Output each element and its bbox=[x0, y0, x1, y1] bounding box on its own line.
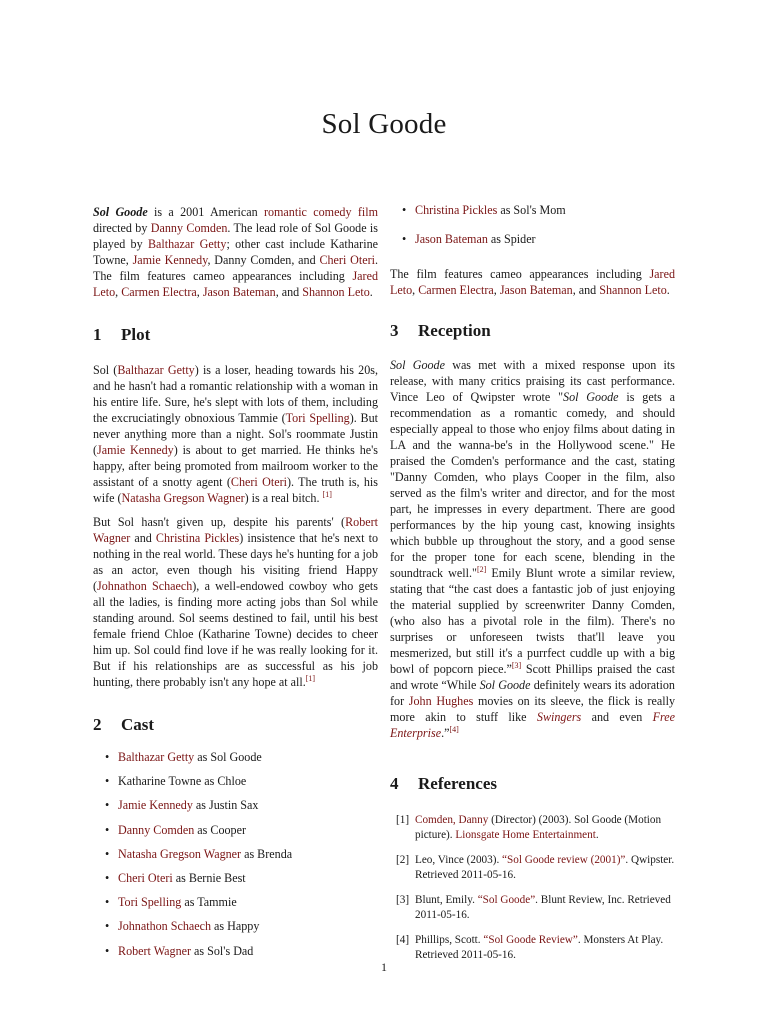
reception-text: and even bbox=[581, 710, 653, 725]
intro-text: . The lead role of Sol Goode is played by bbox=[93, 221, 379, 251]
link-carmen-electra[interactable]: Carmen Electra bbox=[121, 285, 197, 299]
plot-text: ) insistence that he's next to nothing in the real world. These days he's hunting for a job as an actor, even though his visiting friend Happy ( bbox=[93, 531, 379, 593]
citation-link[interactable]: [1] bbox=[322, 489, 332, 499]
link-john-hughes[interactable]: John Hughes bbox=[408, 694, 474, 709]
list-item bbox=[93, 797, 378, 821]
reference-link[interactable]: “Sol Goode Review” bbox=[483, 934, 578, 947]
right-column bbox=[390, 204, 675, 973]
list-item bbox=[390, 231, 675, 255]
list-item bbox=[93, 870, 378, 894]
intro-text: , bbox=[115, 285, 122, 299]
cast-role: as Tammie bbox=[181, 895, 237, 910]
link-jared-leto[interactable]: Jared Leto bbox=[390, 267, 675, 298]
link-jamie-kennedy[interactable]: Jamie Kennedy bbox=[97, 443, 174, 457]
cast-list bbox=[93, 749, 378, 967]
link-jason-bateman[interactable]: Jason Bateman bbox=[202, 285, 276, 299]
film-title-em: Sol Goode bbox=[93, 205, 148, 219]
link-balthazar-getty[interactable]: Balthazar Getty bbox=[117, 363, 195, 377]
link-danny-comden[interactable]: Danny Comden bbox=[150, 221, 228, 235]
cameo-text: , bbox=[493, 283, 500, 298]
reference-item bbox=[390, 933, 675, 962]
cast-actor-link[interactable]: Cheri Oteri bbox=[118, 870, 173, 885]
cameo-text: , and bbox=[572, 283, 600, 298]
cameo-paragraph bbox=[390, 266, 675, 298]
plot-text: ) is about to get married. He thinks he's happy, after being promoted from mailroom worker to the assistant of a snotty agent ( bbox=[93, 443, 378, 489]
reception-text: is gets a recommendation as a romantic comedy, and should especially appeal to those who enjoy films about dating in LA and the wanna-be's in the Hollywood scene." He praised the Comden's performance and the cast, stating "Danny Comden, who plays Cooper in the film, also served as the film's writer and director, and for the most part, he impresses in every department. There are good performances by the hip young cast, knowing insights which bubble up throughout the story, and a good sense for the proper tone for each scene, blending in the soundtrack well." bbox=[390, 390, 675, 581]
reference-text: (Director) (2003). Sol Goode (Motion picture). bbox=[415, 814, 662, 841]
link-danny-comden[interactable]: Comden, Danny bbox=[415, 814, 489, 827]
plot-text: ). But never anything more than a night. Sol's roommate Justin ( bbox=[93, 411, 378, 457]
film-title-em: Sol Goode bbox=[479, 678, 531, 693]
plot-text: Sol ( bbox=[93, 363, 118, 377]
reception-text: movies on its sleeve, the flick is really more akin to stuff like bbox=[390, 694, 675, 725]
intro-text: . bbox=[369, 285, 373, 299]
cast-actor-link[interactable]: Jason Bateman bbox=[415, 232, 488, 246]
reference-number: [2] bbox=[396, 854, 410, 867]
intro-paragraph bbox=[93, 204, 378, 300]
link-balthazar-getty[interactable]: Balthazar Getty bbox=[147, 237, 227, 251]
reception-text: .” bbox=[441, 726, 450, 741]
cast-role: as Brenda bbox=[241, 846, 293, 861]
link-natasha-gregson-wagner[interactable]: Natasha Gregson Wagner bbox=[121, 491, 245, 505]
reception-text: Emily Blunt wrote a similar review, stating that “the cast does a fantastic job of just enjoying the material supplied by screenwriter Danny Comden, (who also has a pivotal role in the film). There's no surprises or unforeseen twists that'll leave you mesmerized, but still it's a purrfect cuddle up with a big bowl of popcorn piece.” bbox=[390, 566, 675, 677]
section-title: Plot bbox=[121, 325, 151, 344]
page-number: 1 bbox=[381, 960, 387, 974]
cast-role: as Happy bbox=[211, 919, 260, 934]
cast-role: as Cooper bbox=[194, 822, 246, 837]
section-title: Cast bbox=[121, 715, 155, 734]
section-heading-cast bbox=[93, 717, 378, 733]
link-robert-wagner[interactable]: Robert Wagner bbox=[93, 515, 378, 545]
cast-role: as Justin Sax bbox=[192, 798, 259, 813]
reference-text: . Blunt Review, Inc. Retrieved 2011-05-16. bbox=[415, 894, 671, 921]
section-number: 2 bbox=[93, 715, 102, 734]
list-item bbox=[390, 202, 675, 231]
references-list bbox=[390, 813, 675, 962]
link-shannon-leto[interactable]: Shannon Leto bbox=[302, 285, 370, 299]
cast-actor-link[interactable]: Balthazar Getty bbox=[118, 750, 195, 764]
plot-text: But Sol hasn't given up, despite his parents' ( bbox=[93, 515, 346, 529]
cast-actor-link[interactable]: Robert Wagner bbox=[118, 943, 192, 958]
link-cheri-oteri[interactable]: Cheri Oteri bbox=[319, 253, 375, 267]
plot-text: ), a well-endowed cowboy who gets all the ladies, is finding more acting jobs than Sol while standing around. Sol seems destined to fail, until his best female friend Chloe (Katharine Towne) decides to cheer him up. Sol could find love if he was really looking for it. But if his relationships are as successful as his job hunting, there probably isn't any hope at all. bbox=[93, 579, 379, 689]
cast-actor-link[interactable]: Jamie Kennedy bbox=[118, 798, 193, 813]
reference-text: . bbox=[595, 828, 599, 841]
link-jared-leto[interactable]: Jared Leto bbox=[93, 269, 378, 299]
list-item bbox=[93, 846, 378, 870]
cast-role: as Sol Goode bbox=[194, 750, 262, 764]
list-item bbox=[93, 918, 378, 942]
reference-item bbox=[390, 813, 675, 842]
citation-link[interactable]: [4] bbox=[449, 725, 459, 735]
plot-text: and bbox=[130, 531, 156, 545]
reference-text: Blunt, Emily. bbox=[415, 894, 478, 907]
film-title-em: Sol Goode bbox=[390, 358, 445, 373]
film-title-em: Sol Goode bbox=[563, 390, 619, 405]
reference-item bbox=[390, 893, 675, 922]
reference-number: [1] bbox=[396, 814, 410, 827]
link-jamie-kennedy[interactable]: Jamie Kennedy bbox=[132, 253, 208, 267]
plot-paragraph-2 bbox=[93, 514, 378, 690]
list-item bbox=[93, 773, 378, 797]
section-number: 4 bbox=[390, 774, 399, 794]
citation-link[interactable]: [2] bbox=[476, 565, 487, 575]
cast-actor-link[interactable]: Johnathon Schaech bbox=[118, 919, 212, 934]
reception-paragraph bbox=[390, 357, 675, 741]
intro-text: , and bbox=[275, 285, 303, 299]
left-column bbox=[93, 204, 378, 967]
section-number: 1 bbox=[93, 325, 102, 344]
cast-actor: Katharine Towne as Chloe bbox=[118, 774, 247, 789]
reference-number: [3] bbox=[396, 894, 410, 907]
cast-role: as Spider bbox=[487, 232, 536, 246]
reception-text: definitely wears its adoration for bbox=[390, 678, 675, 709]
plot-text: ). The truth is, his wife ( bbox=[93, 475, 378, 505]
plot-paragraph-1 bbox=[93, 362, 378, 506]
reference-text: . Qwipster. Retrieved 2011-05-16. bbox=[415, 854, 675, 881]
link-jason-bateman[interactable]: Jason Bateman bbox=[499, 283, 573, 298]
reception-text: was met with a mixed response upon its release, with many critics praising its cast performance. Vince Leo of Qwipster wrote " bbox=[390, 358, 675, 405]
section-heading-reception bbox=[390, 323, 675, 339]
cast-list-continued bbox=[390, 202, 675, 255]
list-item bbox=[93, 749, 378, 773]
section-title: References bbox=[418, 774, 497, 794]
reference-number: [4] bbox=[396, 934, 410, 947]
cast-role: as Bernie Best bbox=[172, 870, 246, 885]
intro-text: . The film features cameo appearances including bbox=[93, 253, 378, 283]
citation-link[interactable]: [3] bbox=[511, 661, 522, 671]
cameo-text: , bbox=[412, 283, 419, 298]
section-heading-references bbox=[390, 776, 675, 792]
link-christina-pickles[interactable]: Christina Pickles bbox=[155, 531, 240, 545]
reference-link[interactable]: “Sol Goode” bbox=[477, 894, 536, 907]
reference-link[interactable]: “Sol Goode review (2001)” bbox=[502, 854, 626, 867]
section-number: 3 bbox=[390, 321, 399, 341]
reference-text: Leo, Vince (2003). bbox=[415, 854, 503, 867]
reference-item bbox=[390, 853, 675, 882]
link-cheri-oteri[interactable]: Cheri Oteri bbox=[230, 475, 287, 489]
link-romantic-comedy[interactable]: romantic comedy film bbox=[263, 205, 378, 219]
list-item bbox=[93, 894, 378, 918]
link-shannon-leto[interactable]: Shannon Leto bbox=[599, 283, 667, 298]
cast-role: as Sol's Dad bbox=[191, 943, 254, 958]
link-free-enterprise[interactable]: Free Enterprise bbox=[390, 710, 675, 741]
cameo-text: . bbox=[666, 283, 670, 298]
reference-text: Phillips, Scott. bbox=[415, 934, 484, 947]
link-lionsgate[interactable]: Lionsgate Home Entertainment bbox=[455, 828, 596, 841]
link-tori-spelling[interactable]: Tori Spelling bbox=[285, 411, 350, 425]
link-johnathon-schaech[interactable]: Johnathon Schaech bbox=[97, 579, 193, 593]
plot-text: ) is a real bitch. bbox=[244, 491, 323, 505]
page-title: Sol Goode bbox=[321, 108, 447, 140]
cast-actor-link[interactable]: Tori Spelling bbox=[118, 895, 182, 910]
cast-actor-link[interactable]: Christina Pickles bbox=[415, 203, 498, 217]
intro-text: is a 2001 American bbox=[147, 205, 264, 219]
intro-text: , Danny Comden, and bbox=[207, 253, 320, 267]
intro-text: directed by bbox=[93, 221, 151, 235]
section-heading-plot bbox=[93, 327, 378, 343]
link-swingers[interactable]: Swingers bbox=[536, 710, 582, 725]
reception-text: Scott Phillips praised the cast and wrote “While bbox=[390, 662, 675, 693]
cast-actor-link[interactable]: Natasha Gregson Wagner bbox=[118, 846, 242, 861]
citation-link[interactable]: [1] bbox=[305, 673, 316, 683]
section-title: Reception bbox=[418, 321, 491, 341]
cast-actor-link[interactable]: Danny Comden bbox=[118, 822, 195, 837]
cast-role: as Sol's Mom bbox=[497, 203, 566, 217]
plot-text: ) is a loser, heading towards his 20s, and he hasn't had a romantic relationship with a woman in his entire life. Sure, he's slept with lots of them, including the excruciatingly obnoxious Tammie ( bbox=[93, 363, 378, 425]
intro-text: ; other cast include Katharine Towne, bbox=[93, 237, 378, 267]
link-carmen-electra[interactable]: Carmen Electra bbox=[418, 283, 494, 298]
intro-text: , bbox=[196, 285, 203, 299]
cameo-text: The film features cameo appearances including bbox=[390, 267, 650, 282]
reference-text: . Monsters At Play. Retrieved 2011-05-16. bbox=[415, 934, 664, 961]
list-item bbox=[93, 822, 378, 846]
